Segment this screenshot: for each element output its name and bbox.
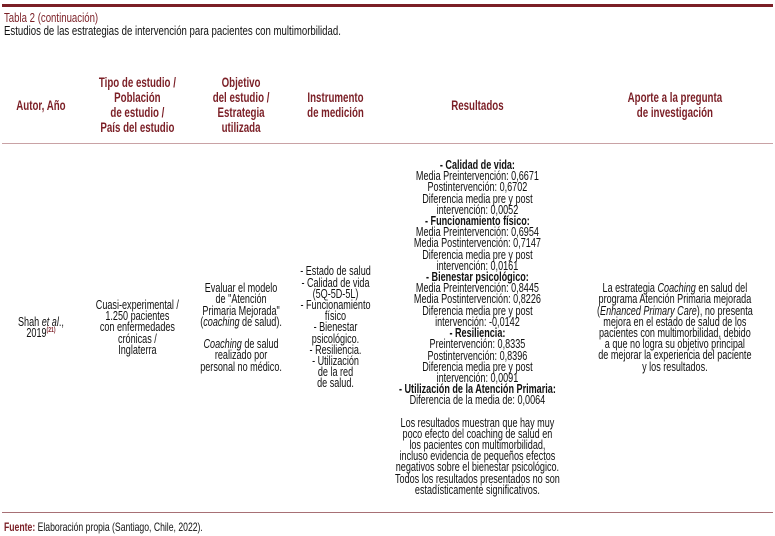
text-segment: - Estado de salud xyxy=(299,264,371,279)
table-title: Estudios de las estrategias de intervención para pacientes con multimorbilidad. xyxy=(4,23,341,38)
header-line: Tipo de estudio / xyxy=(98,75,176,90)
text-segment: ., xyxy=(58,314,64,329)
text-segment: de la red xyxy=(317,365,353,380)
text-segment: ( xyxy=(597,303,601,318)
text-segment: Coaching xyxy=(657,281,696,296)
text-segment: Enhanced Primary Care xyxy=(600,303,697,318)
header-study-objective xyxy=(192,70,290,140)
text-segment: estadísticamente significativos. xyxy=(415,482,541,497)
header-line: Aporte a la pregunta xyxy=(627,90,723,105)
text-segment: Diferencia media pre y post xyxy=(422,191,533,206)
cell-author-year xyxy=(0,146,82,510)
text-segment: programa Atención Primaria mejorada xyxy=(598,292,752,307)
text-segment: Media Preintervención: 0,6954 xyxy=(416,225,540,240)
text-line xyxy=(380,395,575,406)
header-line: de estudio / xyxy=(110,105,165,120)
table-caption: Tabla 2 (continuación) xyxy=(4,10,99,25)
text-segment: - Funcionamiento físico: xyxy=(425,214,530,229)
text-segment: intervención: -0,0142 xyxy=(435,314,520,329)
text-segment: La estrategia xyxy=(602,281,658,296)
bottom-rule xyxy=(2,512,773,513)
table-source-note xyxy=(4,520,203,534)
text-segment: - Funcionamiento xyxy=(299,297,371,312)
text-segment: de mejorar la experiencia del paciente xyxy=(598,348,752,363)
source-label: Fuente: xyxy=(4,520,36,534)
header-line: Resultados xyxy=(451,97,504,113)
header-contribution xyxy=(575,70,775,140)
text-line xyxy=(0,328,82,339)
text-segment: coaching xyxy=(203,314,240,329)
text-segment: et al xyxy=(41,314,59,329)
text-line xyxy=(575,359,775,374)
text-line xyxy=(290,378,380,389)
text-segment: a que no logra su objetivo principal xyxy=(604,337,746,352)
text-segment: Inglaterra xyxy=(117,342,157,357)
text-segment: - Resiliencia. xyxy=(309,342,361,357)
text-segment: Diferencia media pre y post xyxy=(422,303,533,318)
header-line: País del estudio xyxy=(100,120,175,135)
text-segment: intervención: 0,0091 xyxy=(436,370,519,385)
header-line: Estrategia xyxy=(217,105,265,120)
text-segment: de salud). xyxy=(239,314,282,329)
header-line: Población xyxy=(113,90,161,105)
text-segment: psicológico. xyxy=(311,331,359,346)
text-segment: de "Atención xyxy=(215,292,267,307)
text-segment: Diferencia de la media de: 0,0064 xyxy=(409,393,546,408)
header-line: Objetivo xyxy=(221,75,261,90)
text-segment: - Utilización xyxy=(311,354,359,368)
text-segment: Todos los resultados presentados no son xyxy=(395,471,560,486)
text-line xyxy=(82,342,192,357)
text-segment: - Bienestar psicológico: xyxy=(426,270,529,285)
text-segment: Primaria Mejorada" xyxy=(202,303,280,318)
text-segment: (5Q-5D-5L) xyxy=(312,286,358,301)
text-segment: Evaluar el modelo xyxy=(204,281,278,296)
text-segment: crónicas / xyxy=(117,331,157,346)
header-line: de investigación xyxy=(636,105,714,120)
text-segment: Media Postintervención: 0,8226 xyxy=(413,292,542,307)
header-line: Autor, Año xyxy=(16,97,66,113)
text-segment: Cuasi-experimental / xyxy=(95,297,179,312)
text-segment: Media Preintervención: 0,6671 xyxy=(416,169,540,184)
text-segment: - Utilización de la Atención Primaria: xyxy=(399,382,556,397)
text-segment: pacientes con multimorbilidad, debido xyxy=(599,326,751,340)
text-line xyxy=(380,482,575,497)
text-segment: con enfermedades xyxy=(99,320,175,335)
text-segment: - Calidad de vida xyxy=(300,275,370,290)
header-study-type xyxy=(82,70,192,140)
text-segment: 1.250 pacientes xyxy=(104,309,170,324)
cell-study-type xyxy=(82,146,192,510)
text-segment: Shah xyxy=(18,314,42,329)
text-segment: mejora en el estado de salud de los xyxy=(603,314,747,329)
text-segment: Media Preintervención: 0,8445 xyxy=(416,281,540,296)
text-segment: Coaching xyxy=(203,337,242,352)
cell-measurement-instrument xyxy=(290,146,380,510)
text-segment: - Bienestar xyxy=(313,320,357,335)
reference-number: (21) xyxy=(46,326,56,334)
header-measurement-instrument xyxy=(290,70,380,140)
text-line xyxy=(192,314,290,329)
header-line: de medición xyxy=(306,105,364,120)
source-text: Elaboración propia (Santiago, Chile, 2022). xyxy=(35,520,203,534)
header-divider xyxy=(2,143,773,144)
text-segment: en salud del xyxy=(695,281,748,296)
text-segment: poco efecto del coaching de salud en xyxy=(402,426,553,441)
text-segment: ), no presenta xyxy=(696,303,753,318)
header-line: utilizada xyxy=(221,120,261,135)
cell-contribution xyxy=(575,146,775,510)
cell-study-objective xyxy=(192,146,290,510)
text-segment: ( xyxy=(200,314,204,329)
header-author-year xyxy=(0,70,82,140)
text-segment: físico xyxy=(324,309,346,324)
text-segment: intervención: 0,0161 xyxy=(436,258,519,273)
header-line: del estudio / xyxy=(212,90,270,105)
text-segment: Los resultados muestran que hay muy xyxy=(400,415,555,430)
text-segment: incluso evidencia de pequeños efectos xyxy=(399,449,556,464)
text-segment: Diferencia media pre y post xyxy=(422,247,533,262)
text-line xyxy=(192,359,290,374)
text-segment: intervención: 0,0052 xyxy=(436,202,519,217)
text-segment: Media Postintervención: 0,7147 xyxy=(413,236,542,251)
header-line: Instrumento xyxy=(306,90,364,105)
text-segment: realizado por xyxy=(214,348,268,363)
text-segment: personal no médico. xyxy=(200,359,282,374)
text-segment: Postintervención: 0,8396 xyxy=(427,348,528,363)
text-segment: Postintervención: 0,6702 xyxy=(427,180,528,195)
text-segment: Diferencia media pre y post xyxy=(422,359,533,374)
text-segment: 2019 xyxy=(26,326,47,340)
top-rule xyxy=(2,4,773,7)
text-segment: negativos sobre el bienestar psicológico. xyxy=(395,460,560,475)
cell-results xyxy=(380,146,575,510)
text-segment: - Resiliencia: xyxy=(449,326,506,341)
text-segment: de salud xyxy=(241,337,279,352)
header-results xyxy=(380,70,575,140)
text-segment: y los resultados. xyxy=(642,359,708,374)
text-segment: Preintervención: 0,8335 xyxy=(429,337,526,352)
text-segment: los pacientes con multimorbilidad, xyxy=(409,437,546,452)
text-segment: - Calidad de vida: xyxy=(439,158,516,173)
text-segment: de salud. xyxy=(316,376,354,391)
